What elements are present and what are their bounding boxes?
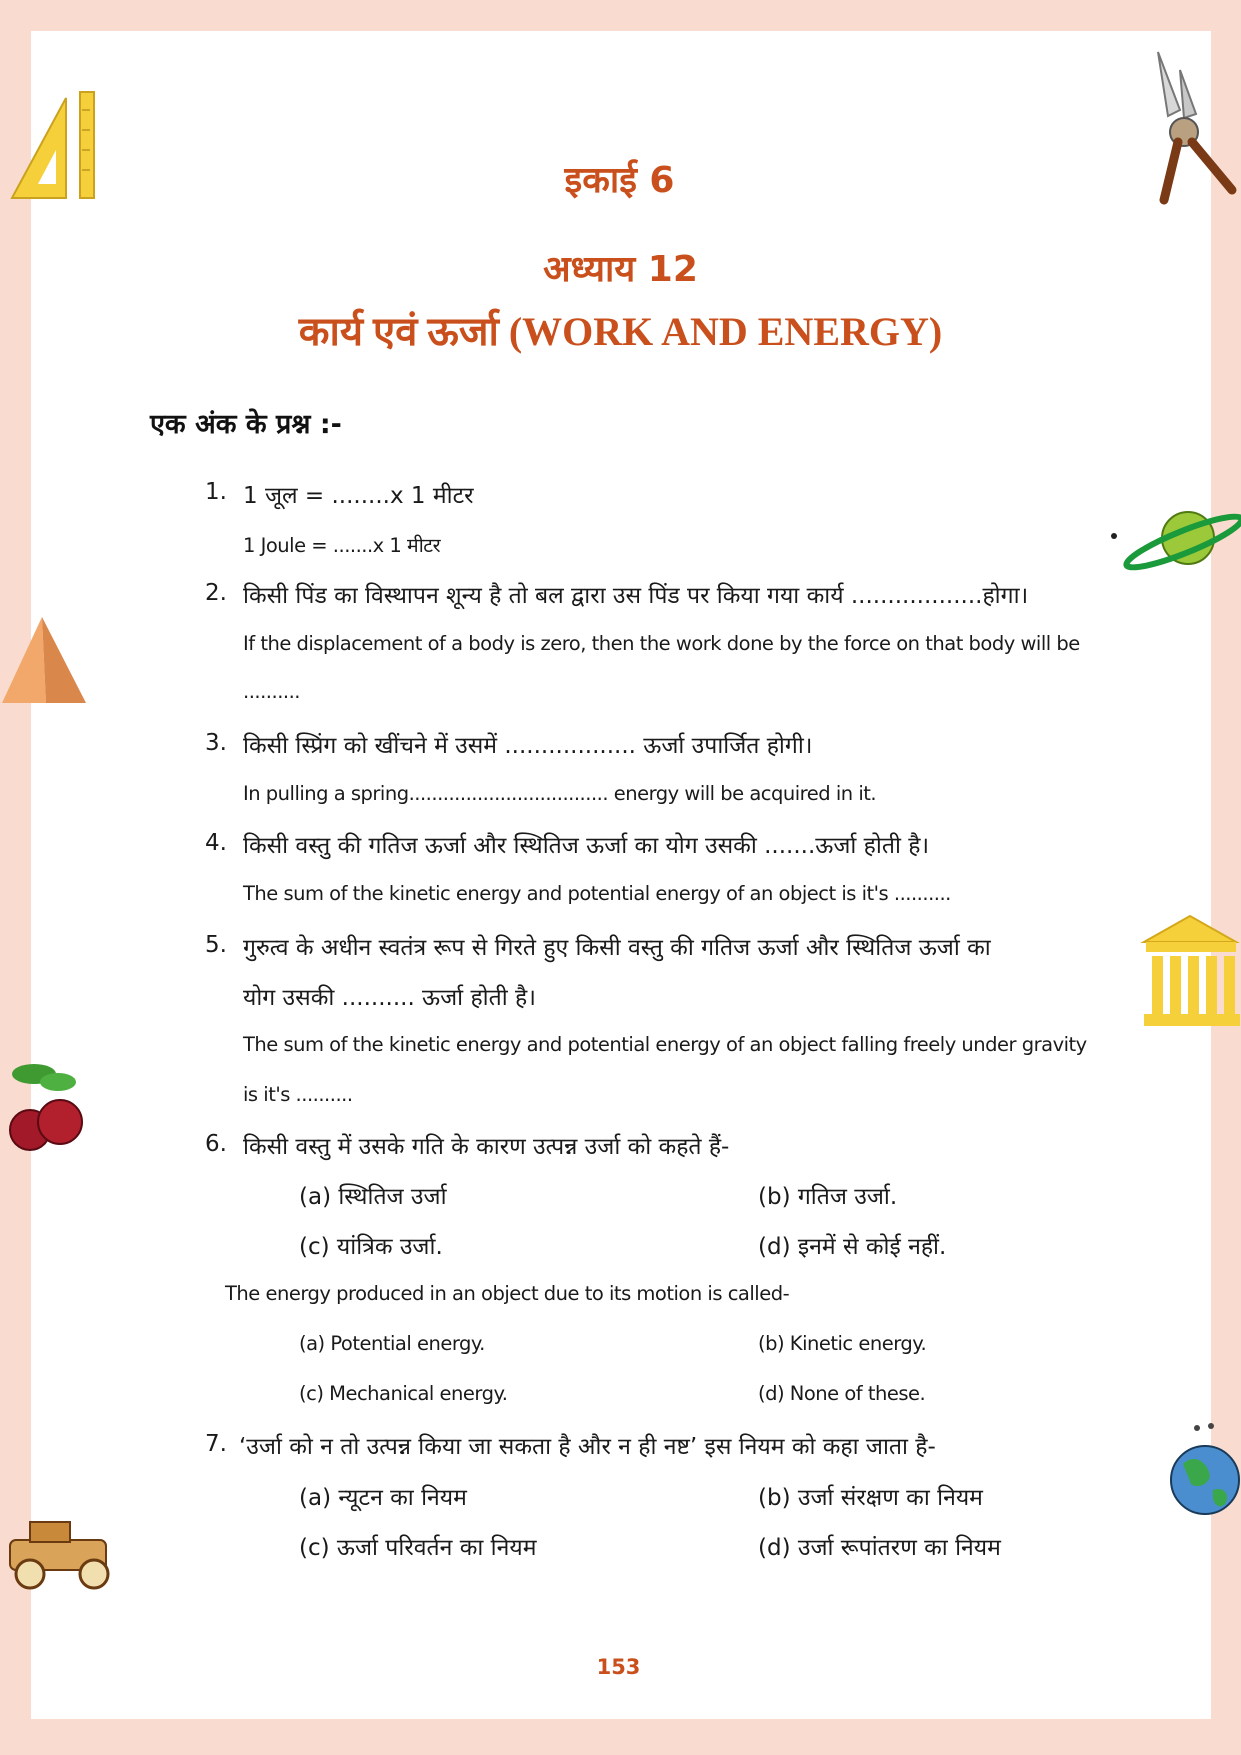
question-text-hindi: किसी स्प्रिंग को खींचने में उसमें .................. ऊर्जा उपार्जित होगी।	[243, 733, 813, 759]
chapter-number: अध्याय 12	[543, 249, 698, 290]
unit-title: इकाई 6	[564, 160, 675, 201]
pyramid-icon	[0, 615, 90, 707]
question-text-hindi: किसी वस्तु की गतिज ऊर्जा और स्थितिज ऊर्जा का योग उसकी .......ऊर्जा होती है।	[243, 833, 930, 859]
question-number: 1.	[205, 479, 227, 505]
question-number: 4.	[205, 830, 227, 856]
question-text-hindi: 1 जूल = ........x 1 मीटर	[243, 483, 474, 509]
option-b: (b) Kinetic energy.	[758, 1332, 927, 1355]
page-number: 153	[596, 1655, 641, 1679]
question-text-hindi: गुरुत्व के अधीन स्वतंत्र रूप से गिरते हुए किसी वस्तु की गतिज ऊर्जा और स्थितिज ऊर्जा का	[243, 935, 991, 961]
cherries-icon	[4, 1060, 88, 1170]
question-number: 6.	[205, 1131, 227, 1157]
option-a: (a) स्थितिज उर्जा	[299, 1184, 447, 1210]
option-c: (c) Mechanical energy.	[299, 1382, 508, 1405]
option-d: (d) इनमें से कोई नहीं.	[758, 1234, 947, 1260]
option-d: (d) उर्जा रूपांतरण का नियम	[758, 1535, 1001, 1561]
saturn-icon	[1110, 500, 1241, 575]
option-b: (b) उर्जा संरक्षण का नियम	[758, 1485, 983, 1511]
question-text-english: In pulling a spring................................... energy will be acquired in it.	[243, 782, 877, 805]
section-heading: एक अंक के प्रश्न :-	[150, 409, 342, 440]
globe-icon	[1165, 1420, 1241, 1520]
question-number: 7.	[205, 1431, 227, 1457]
temple-icon	[1140, 912, 1241, 1030]
question-number: 3.	[205, 730, 227, 756]
question-text-hindi: किसी वस्तु में उसके गति के कारण उत्पन्न उर्जा को कहते हैं-	[243, 1134, 730, 1160]
question-text-english: ..........	[243, 680, 300, 703]
question-text-english: 1 Joule = .......x 1 मीटर	[243, 534, 441, 557]
old-car-icon	[0, 1500, 126, 1600]
question-number: 5.	[205, 932, 227, 958]
option-c: (c) ऊर्जा परिवर्तन का नियम	[299, 1535, 537, 1561]
question-text-hindi: योग उसकी .......... ऊर्जा होती है।	[243, 985, 536, 1011]
chapter-title: कार्य एवं ऊर्जा (WORK AND ENERGY)	[298, 309, 943, 354]
option-d: (d) None of these.	[758, 1382, 926, 1405]
option-a: (a) न्यूटन का नियम	[299, 1485, 467, 1511]
question-text-hindi: ‘उर्जा को न तो उत्पन्न किया जा सकता है और न ही नष्ट’ इस नियम को कहा जाता है-	[239, 1434, 936, 1460]
question-text-english: If the displacement of a body is zero, then the work done by the force on that body will be	[243, 632, 1080, 655]
question-text-english: The energy produced in an object due to its motion is called-	[225, 1282, 790, 1305]
option-b: (b) गतिज उर्जा.	[758, 1184, 898, 1210]
question-text-hindi: किसी पिंड का विस्थापन शून्य है तो बल द्वारा उस पिंड पर किया गया कार्य ..................होगा।	[243, 583, 1029, 609]
question-number: 2.	[205, 580, 227, 606]
question-text-english: The sum of the kinetic energy and potential energy of an object falling freely under gravity	[243, 1033, 1087, 1056]
question-text-english: is it's ..........	[243, 1083, 353, 1106]
question-text-english: The sum of the kinetic energy and potential energy of an object is it's ..........	[243, 882, 951, 905]
option-a: (a) Potential energy.	[299, 1332, 485, 1355]
option-c: (c) यांत्रिक उर्जा.	[299, 1234, 443, 1260]
